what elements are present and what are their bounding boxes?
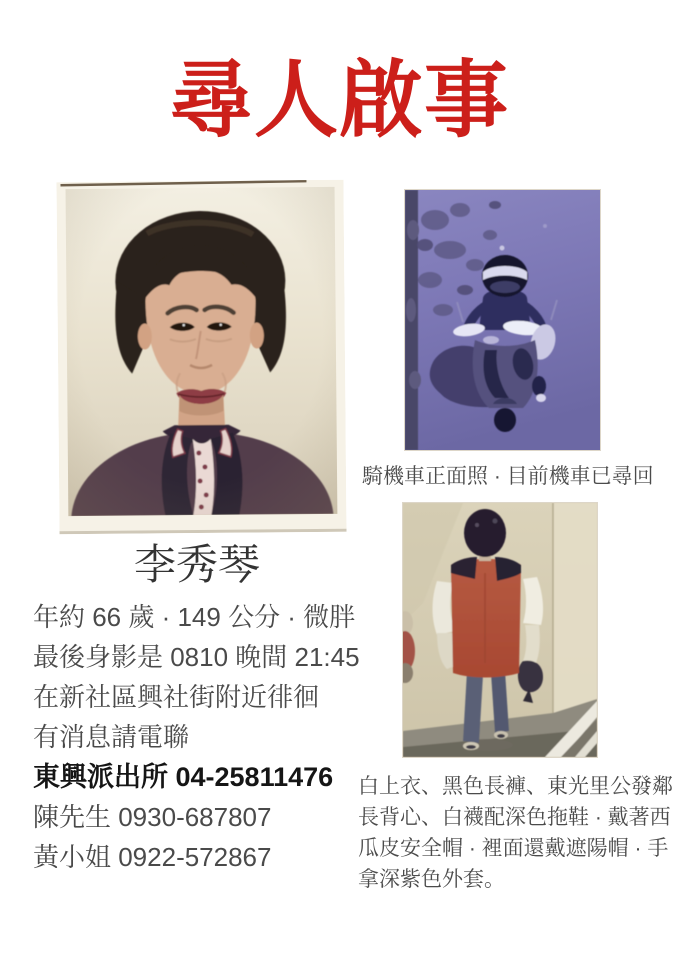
poster-title: 尋人啟事 [168,53,509,147]
scooter-photo-illustration [405,190,600,450]
description-line: 最後身影是 0810 晚間 21:45 [33,642,360,672]
walking-photo-illustration [403,503,597,757]
description-line: 在新社區興社街附近徘徊 [33,682,320,712]
clothing-description [358,771,676,895]
clothing-description-line: 拿深紫色外套。 [358,868,505,891]
scooter-photo-caption: 騎機車正面照 · 目前機車已尋回 [362,465,654,488]
clothing-description-line: 白上衣、黑色長褲、東光里公發鄰 [358,775,673,798]
contact-line: 黃小姐 0922-572867 [33,842,272,872]
description-line: 年約 66 歲 · 149 公分 · 微胖 [33,602,356,632]
helmet [464,509,506,557]
scooter-surveillance-photo [405,190,600,450]
front-wheel [494,408,516,432]
contact-line: 陳先生 0930-687807 [33,802,272,832]
portrait-photo [56,180,346,534]
clothing-description-line: 長背心、白襪配深色拖鞋 · 戴著西 [358,806,671,829]
clothing-description-line: 瓜皮安全帽 · 裡面還戴遮陽帽 · 手 [358,837,669,860]
missing-person-name: 李秀琴 [133,541,260,588]
walking-surveillance-photo [403,503,597,757]
description-line: 有消息請電聯 [33,722,190,752]
portrait-photo-illustration [56,180,346,534]
police-contact: 東興派出所 04-25811476 [33,762,334,792]
description-block [33,597,363,877]
